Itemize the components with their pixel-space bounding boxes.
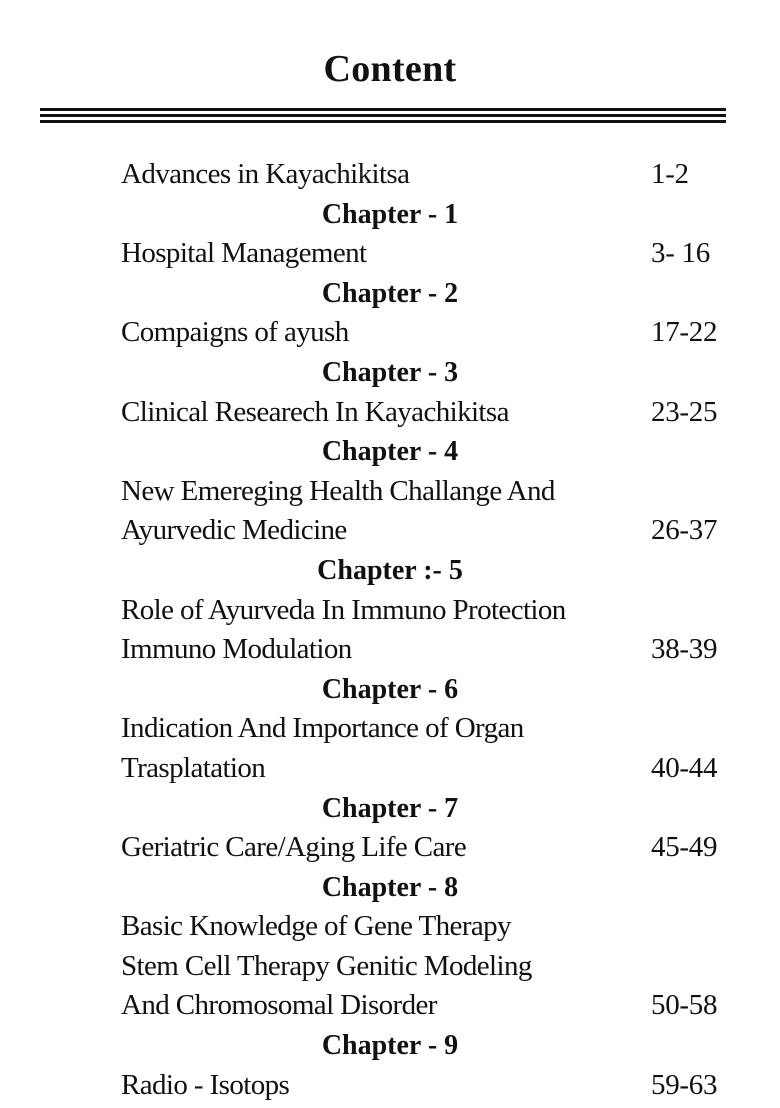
- toc-entry-title: Geriatric Care/Aging Life Care: [121, 831, 467, 864]
- toc-entry-title: Clinical Researech In Kayachikitsa: [121, 395, 509, 428]
- toc-entry: [0, 155, 780, 195]
- toc-entry: [0, 313, 780, 353]
- toc-entry-title: Trasplatation: [121, 751, 266, 784]
- toc-entry: [0, 393, 780, 433]
- toc-entry-title: Stem Cell Therapy Genitic Modeling: [121, 949, 532, 982]
- toc-entry: [0, 709, 780, 749]
- toc-entry: [0, 947, 780, 987]
- toc-entry-pages: 38-39: [651, 633, 718, 666]
- chapter-heading-label: Chapter - 1: [321, 198, 459, 230]
- toc-entry-title: New Emereging Health Challange And: [121, 474, 555, 507]
- toc-entry: [0, 986, 780, 1026]
- toc-entry: [0, 630, 780, 670]
- chapter-heading: [0, 274, 780, 314]
- toc-entry-title: Hospital Management: [121, 237, 367, 270]
- chapter-heading: [0, 551, 780, 591]
- toc-entry-title: Basic Knowledge of Gene Therapy: [121, 910, 511, 943]
- chapter-heading-label: Chapter - 9: [321, 1030, 459, 1062]
- chapter-heading: [0, 432, 780, 472]
- chapter-heading: [0, 195, 780, 235]
- chapter-heading: [0, 670, 780, 710]
- chapter-heading-label: Chapter :- 5: [317, 554, 463, 586]
- toc-entry-pages: 59-63: [651, 1068, 718, 1101]
- chapter-heading-label: Chapter - 8: [321, 871, 459, 903]
- toc-entry-pages: 26-37: [651, 514, 718, 547]
- toc-entry: [0, 472, 780, 512]
- title-rule-top: [40, 108, 726, 111]
- table-of-contents: [0, 155, 780, 1105]
- page-title: Content: [323, 48, 457, 90]
- chapter-heading-label: Chapter - 6: [321, 673, 459, 705]
- chapter-heading-label: Chapter - 7: [321, 792, 459, 824]
- chapter-heading: [0, 868, 780, 908]
- toc-entry-title: Compaigns of ayush: [121, 316, 349, 349]
- chapter-heading-label: Chapter - 2: [321, 277, 459, 309]
- toc-entry-pages: 1-2: [651, 158, 689, 190]
- toc-entry-title: Ayurvedic Medicine: [121, 514, 347, 547]
- toc-entry-pages: 3- 16: [651, 237, 710, 270]
- chapter-heading: [0, 353, 780, 393]
- toc-entry-title: Advances in Kayachikitsa: [121, 158, 410, 190]
- chapter-heading-label: Chapter - 4: [321, 436, 459, 468]
- toc-entry-title: Immuno Modulation: [121, 633, 352, 666]
- chapter-heading-label: Chapter - 3: [321, 356, 459, 388]
- toc-entry: [0, 511, 780, 551]
- toc-entry-pages: 17-22: [651, 316, 718, 349]
- toc-entry-title: Indication And Importance of Organ: [121, 712, 524, 745]
- chapter-heading: [0, 1026, 780, 1066]
- toc-entry: [0, 749, 780, 789]
- toc-entry: [0, 907, 780, 947]
- toc-entry-title: Role of Ayurveda In Immuno Protection: [121, 593, 566, 626]
- toc-entry: [0, 828, 780, 868]
- chapter-heading: [0, 789, 780, 829]
- toc-entry-pages: 40-44: [651, 751, 718, 784]
- toc-entry: [0, 234, 780, 274]
- title-rule-bottom: [40, 120, 726, 123]
- toc-entry: [0, 591, 780, 631]
- toc-entry-title: Radio - Isotops: [121, 1068, 290, 1101]
- toc-entry-title: And Chromosomal Disorder: [121, 989, 437, 1022]
- title-rule-middle: [40, 114, 726, 117]
- toc-entry-pages: 45-49: [651, 831, 718, 864]
- toc-entry-pages: 23-25: [651, 395, 718, 428]
- toc-entry-pages: 50-58: [651, 989, 718, 1022]
- toc-entry: [0, 1066, 780, 1106]
